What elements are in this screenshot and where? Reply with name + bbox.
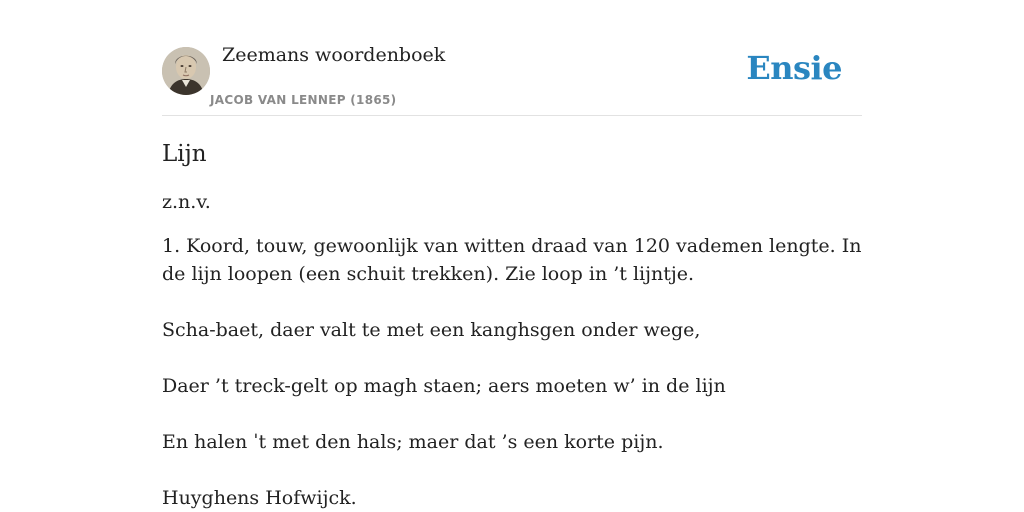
quote-line: Daer ’t treck-gelt op magh staen; aers moeten w’ in de lijn bbox=[162, 375, 726, 397]
quote-source: Huyghens Hofwijck. bbox=[162, 487, 357, 509]
entry-title: Lijn bbox=[162, 141, 207, 167]
ensie-logo-link[interactable]: Ensie bbox=[746, 49, 842, 87]
page bbox=[162, 0, 862, 512]
quote-line: En halen ˈt met den hals; maer dat ’s een korte pijn. bbox=[162, 431, 664, 453]
entry-content bbox=[162, 232, 862, 512]
author-avatar[interactable] bbox=[162, 47, 210, 95]
part-of-speech: z.n.v. bbox=[162, 191, 211, 213]
header bbox=[162, 0, 862, 116]
quote-line: Scha-baet, daer valt te met een kanghsgen onder wege, bbox=[162, 319, 701, 341]
dictionary-title[interactable]: Zeemans woordenboek bbox=[222, 44, 446, 66]
author-name[interactable]: JACOB VAN LENNEP (1865) bbox=[210, 93, 397, 107]
portrait-icon bbox=[162, 47, 210, 95]
definition-text: 1. Koord, touw, gewoonlijk van witten draad van 120 vademen lengte. In de lijn loopen (een schuit trekken). Zie loop in ’t lijntje. bbox=[162, 235, 862, 285]
